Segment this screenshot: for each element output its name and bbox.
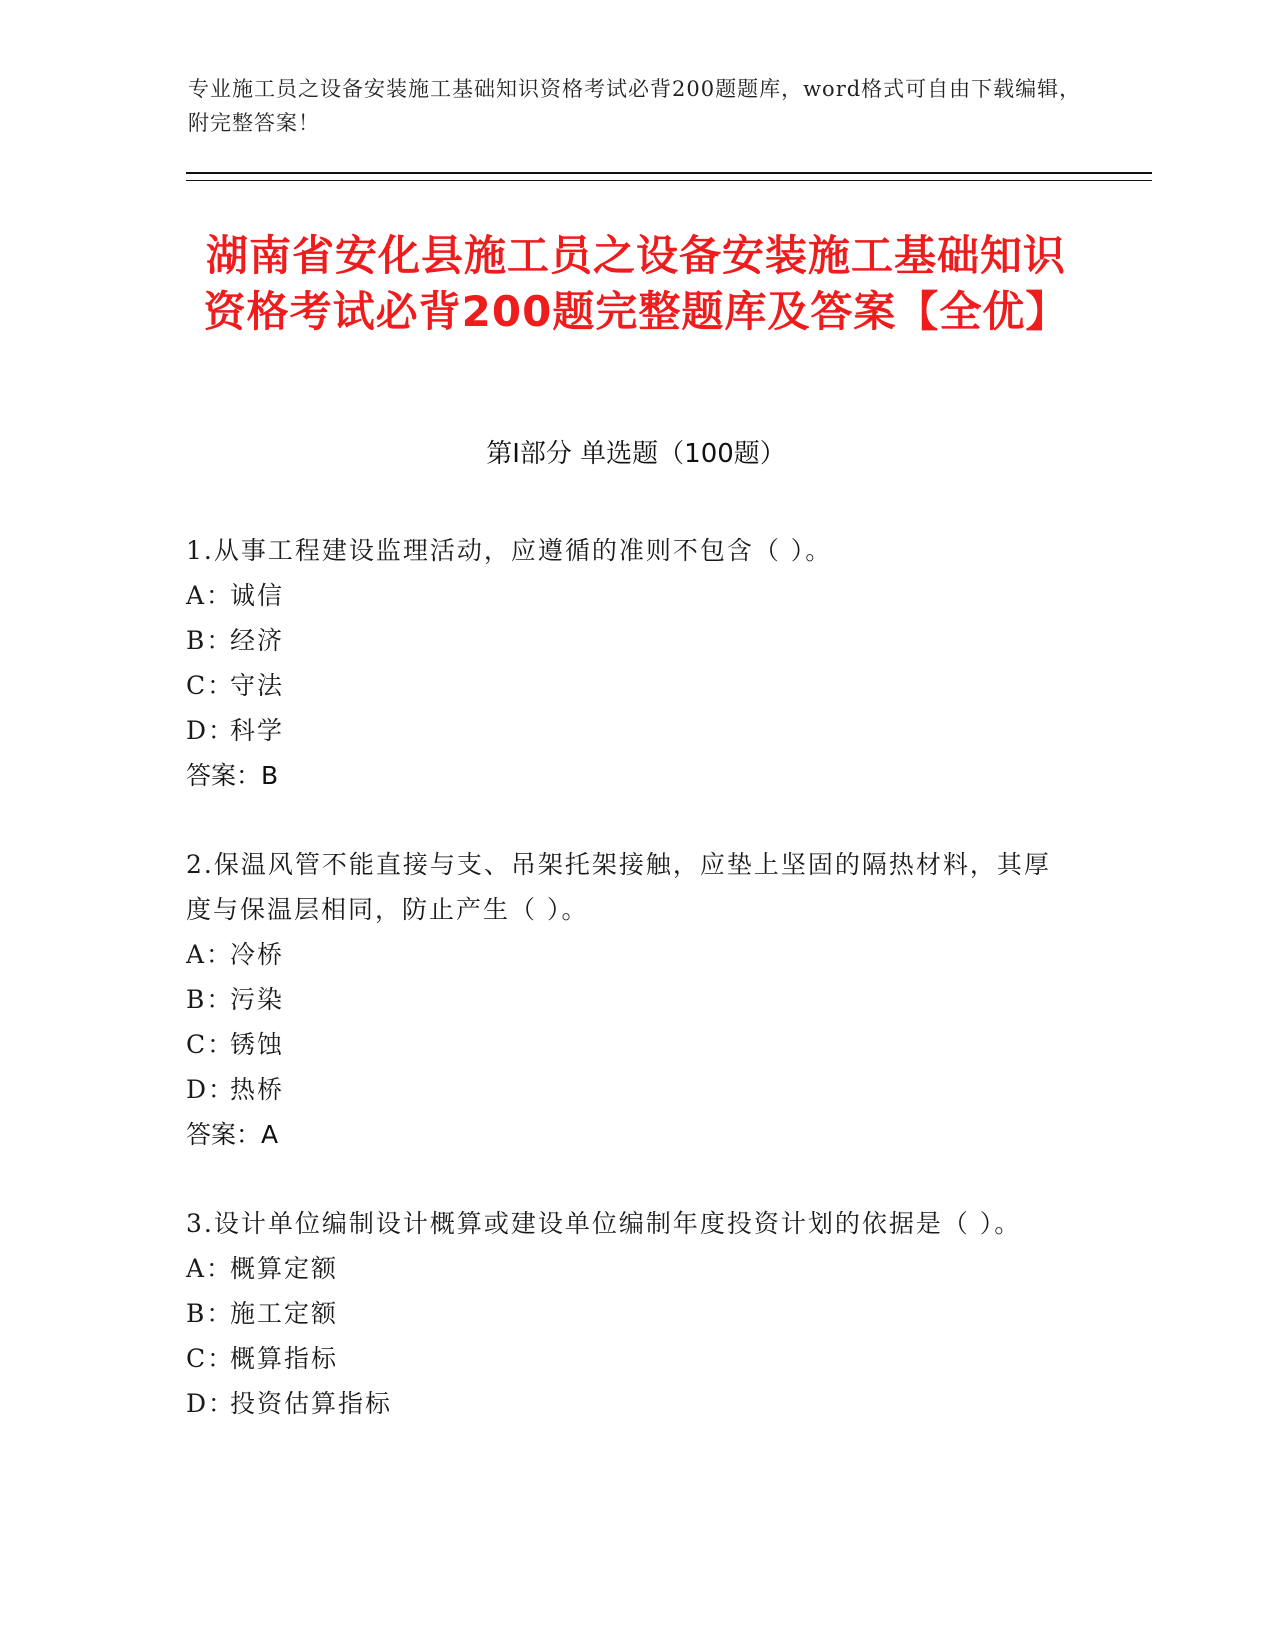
option-a [186, 1246, 1066, 1291]
option-key: D： [186, 1389, 236, 1418]
option-text: 科学 [230, 716, 285, 745]
option-text: 热桥 [230, 1075, 285, 1104]
option-key: C： [186, 1030, 235, 1059]
option-c [186, 1336, 1066, 1381]
option-key: B： [186, 1299, 234, 1328]
question-list [186, 528, 1066, 1470]
option-b [186, 1291, 1066, 1336]
option-key: D： [186, 716, 236, 745]
option-text: 投资估算指标 [230, 1389, 393, 1418]
header-rule-thick [186, 172, 1152, 174]
option-key: B： [186, 626, 234, 655]
option-text: 污染 [230, 985, 285, 1014]
option-key: A： [186, 1254, 234, 1283]
header-note: 专业施工员之设备安装施工基础知识资格考试必背200题题库，word格式可自由下载编辑，附完整答案！ [188, 77, 1082, 135]
option-b [186, 618, 1066, 663]
option-d [186, 1067, 1066, 1112]
answer-line: 答案：A [186, 1120, 279, 1149]
option-b [186, 977, 1066, 1022]
option-text: 冷桥 [230, 940, 285, 969]
option-d [186, 708, 1066, 753]
question-2 [186, 842, 1066, 1157]
option-a [186, 932, 1066, 977]
option-text: 概算指标 [230, 1344, 339, 1373]
question-text: 2.保温风管不能直接与支、吊架托架接触，应垫上坚固的隔热材料，其厚度与保温层相同，防止产生（ ）。 [186, 850, 1051, 924]
question-text: 3.设计单位编制设计概算或建设单位编制年度投资计划的依据是（ ）。 [186, 1209, 1022, 1238]
option-key: A： [186, 581, 234, 610]
option-text: 锈蚀 [230, 1030, 285, 1059]
option-c [186, 663, 1066, 708]
answer-line: 答案：B [186, 761, 279, 790]
question-3 [186, 1201, 1066, 1426]
option-d [186, 1381, 1066, 1426]
header-rule-thin [186, 180, 1152, 181]
option-c [186, 1022, 1066, 1067]
option-text: 守法 [230, 671, 285, 700]
option-a [186, 573, 1066, 618]
option-text: 经济 [230, 626, 285, 655]
option-key: C： [186, 1344, 235, 1373]
question-1 [186, 528, 1066, 798]
option-text: 诚信 [230, 581, 285, 610]
option-text: 施工定额 [230, 1299, 339, 1328]
section-heading: 第I部分 单选题（100题） [486, 439, 786, 469]
option-text: 概算定额 [230, 1254, 339, 1283]
option-key: C： [186, 671, 235, 700]
option-key: D： [186, 1075, 236, 1104]
option-key: B： [186, 985, 234, 1014]
option-key: A： [186, 940, 234, 969]
question-text: 1.从事工程建设监理活动，应遵循的准则不包含（ ）。 [186, 536, 833, 565]
document-title: 湖南省安化县施工员之设备安装施工基础知识资格考试必背200题完整题库及答案【全优】 [203, 231, 1069, 336]
